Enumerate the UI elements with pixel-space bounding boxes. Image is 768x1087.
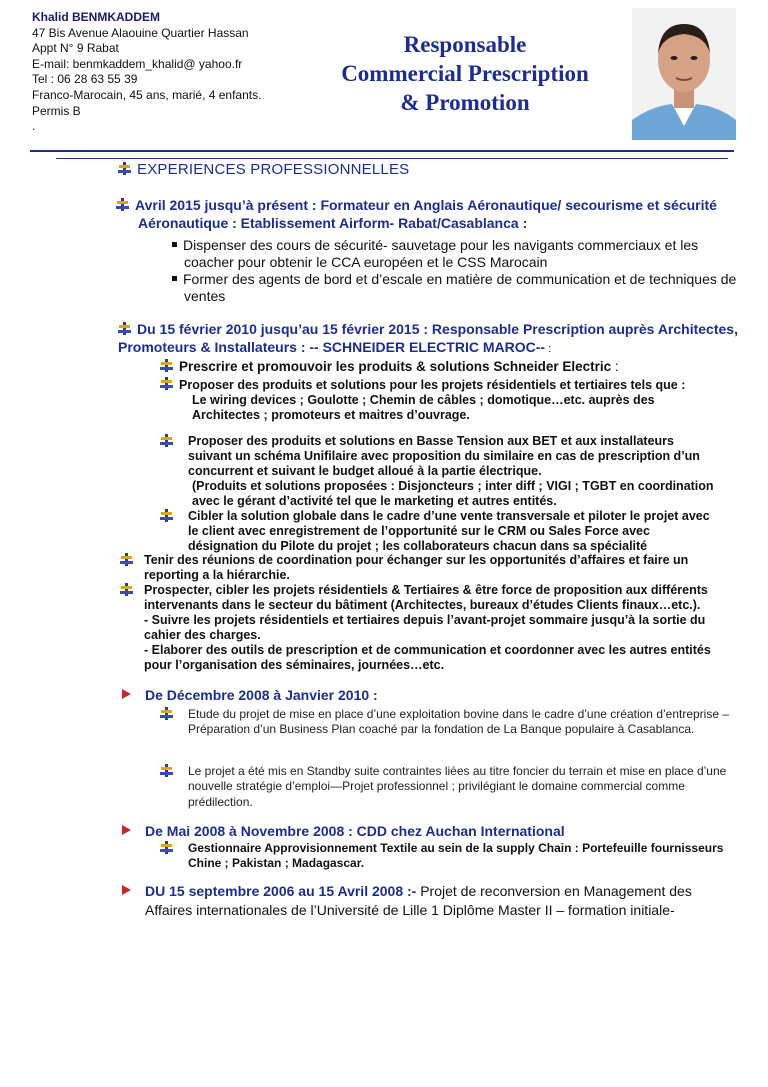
experience-5-text: Projet de reconversion en Management des Affaires internationales de l’Université de Lille 1 Diplôme Master II – formation initiale-: [145, 883, 692, 918]
email-text: E-mail: benmkaddem_khalid@ yahoo.fr: [32, 56, 243, 71]
personal-status: Franco-Marocain, 45 ans, marié, 4 enfants.: [32, 87, 262, 102]
profile-photo: [632, 8, 736, 140]
square-bullet-icon: [172, 276, 177, 281]
experience-2-item-1: [160, 358, 720, 375]
bullet-icon: [160, 377, 173, 390]
bullet-icon: [160, 359, 173, 372]
header-rule: [30, 150, 734, 152]
experience-2-item-2: [160, 377, 720, 423]
square-bullet-icon: [172, 242, 177, 247]
experience-1-heading: [116, 196, 736, 232]
phone-text: Tel : 06 28 63 55 39: [32, 72, 138, 87]
experience-3-item-1-text: Etude du projet de mise en place d’une exploitation bovine dans le cadre d’une création d’entreprise – Préparation d’un Business Plan coaché par la fondation de La Banque populaire à Casablanca.: [188, 707, 730, 737]
experience-2-item-4: [160, 509, 720, 554]
experience-3-item-2: [160, 764, 730, 810]
triangle-bullet-icon: [122, 689, 131, 699]
bullet-icon: [118, 322, 131, 335]
address-line-1: 47 Bis Avenue Alaouine Quartier Hassan: [32, 25, 249, 40]
job-title: [300, 30, 630, 117]
bullet-icon: [116, 198, 129, 211]
experience-1-bullet-2-text: Former des agents de bord et d’escale en matière de communication et de techniques de ventes: [183, 271, 737, 304]
experience-4-heading-text: De Mai 2008 à Novembre 2008 : CDD chez Auchan International: [145, 823, 565, 839]
experience-2-item-3: [160, 434, 720, 509]
job-title-line-2: Commercial Prescription: [341, 61, 589, 86]
dot-text: .: [32, 119, 36, 134]
experience-4-item-1: [160, 841, 730, 872]
experience-2-item-5: [120, 553, 740, 583]
experience-2-item-3-detail: (Produits et solutions proposées : Disjoncteurs ; inter diff ; VIGI ; TGBT en coordination avec le gérant d’activité tel que le marketing et autres entités.: [192, 479, 714, 508]
bullet-icon: [120, 583, 133, 596]
experience-2-item-6-tools: - Elaborer des outils de prescription et de communication et coordonner avec les autres entités pour l’organisation des séminaires, journées…etc.: [144, 643, 711, 672]
job-title-line-1: Responsable: [403, 32, 527, 57]
experience-4-heading: [122, 822, 565, 840]
bullet-icon: [160, 841, 173, 854]
experience-2-item-3-text: Proposer des produits et solutions en Basse Tension aux BET et aux installateurs suivant un schéma Unifilaire avec proposition du similaire en cas de prescription d’un concurrent et suivant le budget alloué à la partie électrique.: [188, 434, 700, 478]
experience-3-heading-text: De Décembre 2008 à Janvier 2010 :: [145, 687, 378, 703]
experience-5-heading: DU 15 septembre 2006 au 15 Avril 2008 :-: [145, 883, 417, 899]
experience-1-bullet-1-text: Dispenser des cours de sécurité- sauvetage pour les navigants commerciaux et les coacher pour obtenir le CCA européen et le CSS Marocain: [183, 237, 699, 270]
bullet-icon: [160, 764, 173, 777]
experience-2-item-1-text: Prescrire et promouvoir les produits & solutions Schneider Electric: [179, 359, 612, 374]
experience-3-heading: [122, 686, 378, 704]
bullet-icon: [118, 162, 131, 175]
experience-2-heading-colon: :: [545, 343, 552, 355]
experience-2-item-2-detail: Le wiring devices ; Goulotte ; Chemin de câbles ; domotique…etc. auprès des Architectes ; promoteurs et maitres d’ouvrage.: [192, 393, 655, 422]
experience-2-item-1-colon: :: [611, 359, 619, 374]
bullet-icon: [160, 509, 173, 522]
experience-2-heading: [118, 320, 738, 358]
experience-2-item-6: [120, 583, 740, 673]
bullet-icon: [160, 707, 173, 720]
section-title-text: EXPERIENCES PROFESSIONNELLES: [137, 161, 410, 178]
address-line-2: Appt N° 9 Rabat: [32, 41, 119, 56]
experience-3-item-2-text: Le projet a été mis en Standby suite contraintes liées au titre foncier du terrain et mise en place d’une nouvelle stratégie d’emploi—Projet professionnel ; privilégiant le domaine commercial comme prédilection.: [188, 764, 727, 809]
triangle-bullet-icon: [122, 885, 131, 895]
contact-block: [32, 10, 261, 135]
experience-1-bullet-2: [158, 271, 738, 305]
person-name: Khalid BENMKADDEM: [32, 10, 160, 24]
experience-4-item-1-text: Gestionnaire Approvisionnement Textile au sein de la supply Chain : Portefeuille fournisseurs Chine ; Pakistan ; Madagascar.: [188, 841, 724, 871]
experience-1-heading-text: Avril 2015 jusqu’à présent : Formateur en Anglais Aéronautique/ secourisme et sécurité Aéronautique : Etablissement Airform- Rabat/Casablanca :: [135, 197, 717, 231]
experience-2-item-5-text: Tenir des réunions de coordination pour échanger sur les opportunités d’affaires et faire un reporting a la hiérarchie.: [144, 553, 689, 582]
experience-3-item-1: [160, 707, 730, 738]
header-rule-thin: [56, 158, 728, 159]
experience-2-item-6-follow-up: - Suivre les projets résidentiels et tertiaires depuis l’avant-projet sommaire jusqu’à la sortie du cahier des charges.: [144, 613, 706, 642]
section-title: [118, 161, 409, 178]
job-title-line-3: & Promotion: [400, 90, 530, 115]
experience-2-item-4-text: Cibler la solution globale dans le cadre d’une vente transversale et piloter le projet avec le client avec enregistrement de l’opportunité sur le CRM ou Sales Force avec désignation du Pilote du projet ; les collaborateurs chacun dans sa spécialité: [188, 509, 710, 553]
portrait-illustration: [632, 8, 736, 140]
bullet-icon: [160, 434, 173, 447]
experience-1-bullet-1: [158, 237, 738, 271]
triangle-bullet-icon: [122, 825, 131, 835]
experience-2-item-2-text: Proposer des produits et solutions pour les projets résidentiels et tertiaires tels que :: [179, 378, 686, 392]
bullet-icon: [120, 553, 133, 566]
experience-5: [122, 882, 732, 920]
experience-2-heading-text: Du 15 février 2010 jusqu’au 15 février 2015 : Responsable Prescription auprès Architectes, Promoteurs & Installateurs : -- SCHNEIDER ELECTRIC MAROC--: [118, 321, 738, 355]
experience-2-item-6-text: Prospecter, cibler les projets résidentiels & Tertiaires & être force de proposition aux différents intervenants dans le secteur du bâtiment (Architectes, bureaux d’études Clients finaux…etc.).: [144, 583, 708, 612]
license-text: Permis B: [32, 103, 81, 118]
